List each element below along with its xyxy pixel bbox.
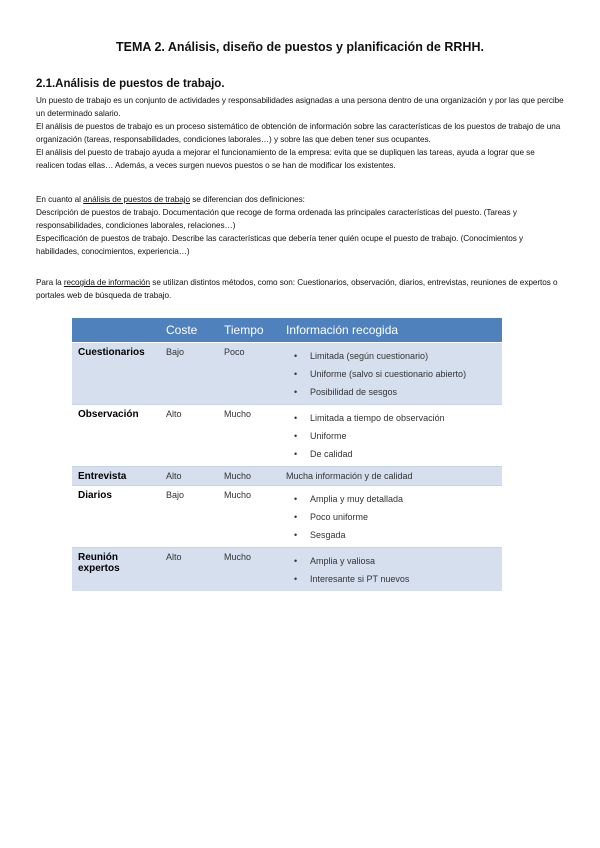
table-row (72, 343, 502, 405)
info-item: • Amplia y muy detallada (294, 490, 496, 508)
definitions-lead-tail: se diferencian dos definiciones: (190, 195, 305, 204)
table-row (72, 548, 502, 592)
tiempo-cell: Mucho (218, 548, 280, 592)
tiempo-cell: Mucho (218, 467, 280, 486)
row-label: Reunión expertos (72, 548, 160, 592)
table-row (72, 467, 502, 486)
info-item: • Posibilidad de sesgos (294, 383, 496, 401)
definitions-block (36, 193, 564, 258)
row-label: Diarios (72, 486, 160, 548)
info-item: • Uniforme (294, 427, 496, 445)
header-coste: Coste (160, 318, 218, 343)
document-title: TEMA 2. Análisis, diseño de puestos y planificación de RRHH. (116, 40, 484, 54)
tiempo-cell: Poco (218, 343, 280, 405)
info-item: • Sesgada (294, 526, 496, 544)
coste-cell: Bajo (160, 343, 218, 405)
row-label: Entrevista (72, 467, 160, 486)
table-row (72, 405, 502, 467)
methods-text: Para la (36, 278, 64, 287)
intro-paragraph-1: Un puesto de trabajo es un conjunto de actividades y responsabilidades asignadas a una persona dentro de una organización y por las que percibe un determinado salario. (36, 96, 564, 118)
methods-paragraph (36, 276, 564, 302)
definition-especificacion: Especificación de puestos de trabajo. Describe las características que debería tener quién ocupe el puesto de trabajo. (Conocimientos y habilidades, conocimientos, experiencia…) (36, 234, 524, 256)
header-informacion: Información recogida (280, 318, 502, 343)
section-title: 2.1.Análisis de puestos de trabajo. (36, 78, 225, 90)
row-label: Observación (72, 405, 160, 467)
info-cell (280, 548, 502, 592)
info-item: • Poco uniforme (294, 508, 496, 526)
info-cell (280, 343, 502, 405)
definitions-link: análisis de puestos de trabajo (83, 195, 190, 204)
methods-table (72, 318, 502, 591)
info-item: • Limitada (según cuestionario) (294, 347, 496, 365)
definition-descripcion: Descripción de puestos de trabajo. Documentación que recoge de forma ordenada las principales características del puesto. (Tareas y responsabilidades, condiciones laborales, relaciones…) (36, 208, 517, 230)
definitions-lead (36, 193, 564, 206)
coste-cell: Bajo (160, 486, 218, 548)
table-header-row (72, 318, 502, 343)
info-item: • De calidad (294, 445, 496, 463)
definitions-lead-text: En cuanto al (36, 195, 84, 204)
info-item: • Uniforme (salvo si cuestionario abierto) (294, 365, 496, 383)
intro-paragraph-2: El análisis de puestos de trabajo es un proceso sistemático de obtención de información sobre las características de los puestos de trabajo de una organización (tareas, responsabilidades, condiciones laborales…) y sobre las que deben tener sus ocupantes. (36, 122, 561, 144)
info-cell (280, 405, 502, 467)
coste-cell: Alto (160, 405, 218, 467)
info-item: • Interesante si PT nuevos (294, 570, 496, 588)
methods-link: recogida de información (63, 278, 151, 287)
coste-cell: Alto (160, 548, 218, 592)
intro-paragraph-3: El análisis del puesto de trabajo ayuda a mejorar el funcionamiento de la empresa: evita que se dupliquen las tareas, ayuda a lograr que se realicen todas ellas… Además, a veces surgen nuevos puestos o se han de modificar los existentes. (36, 148, 535, 170)
intro-block (36, 94, 564, 172)
info-item: • Amplia y valiosa (294, 552, 496, 570)
methods-block (36, 276, 564, 302)
row-label: Cuestionarios (72, 343, 160, 405)
info-cell (280, 486, 502, 548)
tiempo-cell: Mucho (218, 405, 280, 467)
header-empty (72, 318, 160, 343)
info-item: • Limitada a tiempo de observación (294, 409, 496, 427)
header-tiempo: Tiempo (218, 318, 280, 343)
info-cell: Mucha información y de calidad (280, 467, 502, 486)
table-row (72, 486, 502, 548)
methods-tail: se utilizan distintos métodos, como son: Cuestionarios, observación, diarios, entrevistas, reuniones de expertos o portales web de búsqueda de trabajo. (36, 278, 558, 300)
coste-cell: Alto (160, 467, 218, 486)
tiempo-cell: Mucho (218, 486, 280, 548)
